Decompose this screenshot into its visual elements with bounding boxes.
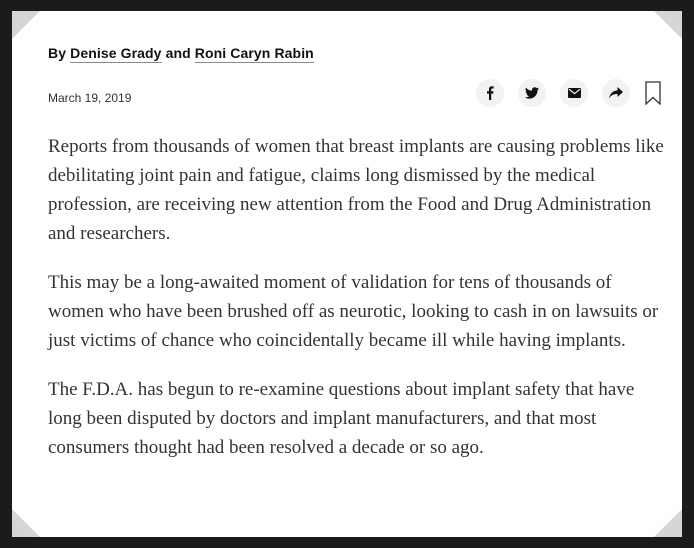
bookmark-icon (645, 81, 661, 105)
corner-decoration (653, 508, 682, 537)
article-card (12, 11, 682, 537)
byline (48, 45, 314, 61)
author-link-rabin[interactable]: Roni Caryn Rabin (194, 45, 314, 61)
share-icon (609, 87, 623, 99)
byline-prefix: By (48, 45, 67, 61)
article-paragraph: This may be a long-awaited moment of validation for tens of thousands of women who have been brushed off as neurotic, looking to cash in on lawsuits or just victims of chance who coincidentally became ill while having implants. (48, 272, 659, 351)
facebook-share-button[interactable] (476, 79, 504, 107)
corner-decoration (12, 508, 41, 537)
facebook-icon (483, 86, 497, 100)
share-toolbar (462, 79, 662, 107)
corner-decoration (12, 11, 41, 40)
save-article-button[interactable] (644, 80, 662, 106)
email-icon (568, 88, 581, 98)
article-paragraph: Reports from thousands of women that breast implants are causing problems like debilitating joint pain and fatigue, claims long dismissed by the medical profession, are receiving new attention from the Food and Drug Administration and researchers. (48, 136, 664, 244)
twitter-icon (525, 87, 539, 99)
article-paragraph: The F.D.A. has begun to re-examine questions about implant safety that have long been disputed by doctors and implant manufacturers, and that most consumers thought had been resolved a decade or so ago. (48, 379, 635, 458)
more-share-button[interactable] (602, 79, 630, 107)
author-link-grady[interactable]: Denise Grady (70, 45, 162, 61)
twitter-share-button[interactable] (518, 79, 546, 107)
byline-joiner: and (165, 45, 191, 61)
email-share-button[interactable] (560, 79, 588, 107)
publish-date: March 19, 2019 (48, 91, 132, 105)
corner-decoration (653, 11, 682, 40)
article-body (48, 132, 668, 482)
